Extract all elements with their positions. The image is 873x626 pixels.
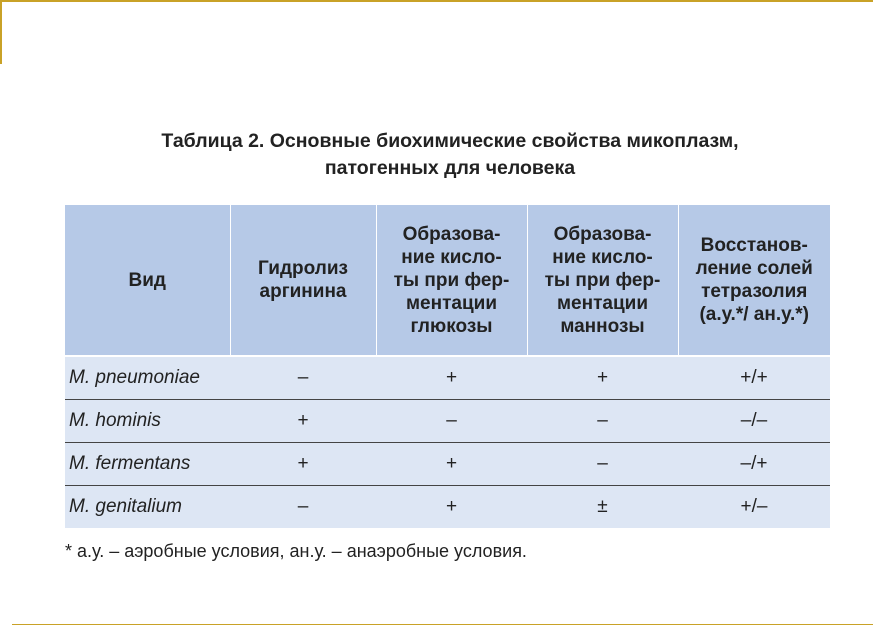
header-mannose-fermentation (527, 205, 678, 356)
glucose-cell: + (376, 443, 527, 486)
header-line: маннозы (560, 315, 645, 337)
top-accent-rule (0, 0, 873, 2)
tetrazolium-cell: +/– (678, 486, 830, 529)
header-line: ние кисло- (401, 246, 502, 268)
header-line: аргинина (259, 281, 347, 302)
glucose-cell: + (376, 356, 527, 400)
header-line: ментации (556, 292, 648, 314)
header-line: ление солей (695, 258, 813, 279)
header-species (65, 205, 230, 356)
glucose-cell: – (376, 400, 527, 443)
table-title-line-2: патогенных для человека (324, 157, 576, 179)
table-row (65, 443, 830, 486)
header-line: ты при фер- (544, 269, 661, 291)
header-line: ты при фер- (393, 269, 510, 291)
biochemical-properties-table (65, 205, 830, 528)
glucose-cell: + (376, 486, 527, 529)
left-accent-tick (0, 0, 2, 64)
header-glucose-fermentation (376, 205, 527, 356)
mannose-cell: ± (527, 486, 678, 529)
tetrazolium-cell: +/+ (678, 356, 830, 400)
table-row (65, 486, 830, 529)
header-line: тетразолия (701, 281, 808, 302)
mannose-cell: – (527, 443, 678, 486)
species-cell: M. genitalium (65, 486, 230, 529)
table-row (65, 356, 830, 400)
header-line: ментации (405, 292, 497, 314)
header-arginine-hydrolysis (230, 205, 376, 356)
header-line: глюкозы (410, 315, 493, 337)
header-line: Восстанов- (700, 235, 808, 256)
mannose-cell: + (527, 356, 678, 400)
species-cell: M. pneumoniae (65, 356, 230, 400)
tetrazolium-cell: –/– (678, 400, 830, 443)
table-header-row (65, 205, 830, 356)
header-line: ние кисло- (552, 246, 653, 268)
species-cell: M. hominis (65, 400, 230, 443)
mannose-cell: – (527, 400, 678, 443)
arginine-cell: + (230, 443, 376, 486)
arginine-cell: – (230, 486, 376, 529)
bottom-accent-rule (12, 624, 873, 625)
header-line: Образова- (402, 223, 501, 245)
header-line: Гидролиз (258, 258, 348, 279)
arginine-cell: + (230, 400, 376, 443)
arginine-cell: – (230, 356, 376, 400)
species-cell: M. fermentans (65, 443, 230, 486)
header-line: Вид (128, 269, 166, 291)
header-line: Образова- (553, 223, 652, 245)
table-title-line-1: Таблица 2. Основные биохимические свойства микоплазм, (161, 130, 739, 152)
table-footnote: * а.у. – аэробные условия, ан.у. – анаэробные условия. (65, 541, 527, 561)
table-title (60, 128, 840, 182)
tetrazolium-cell: –/+ (678, 443, 830, 486)
header-line: (а.у.*/ ан.у.*) (699, 304, 810, 325)
header-tetrazolium-reduction (678, 205, 830, 356)
table-row (65, 400, 830, 443)
